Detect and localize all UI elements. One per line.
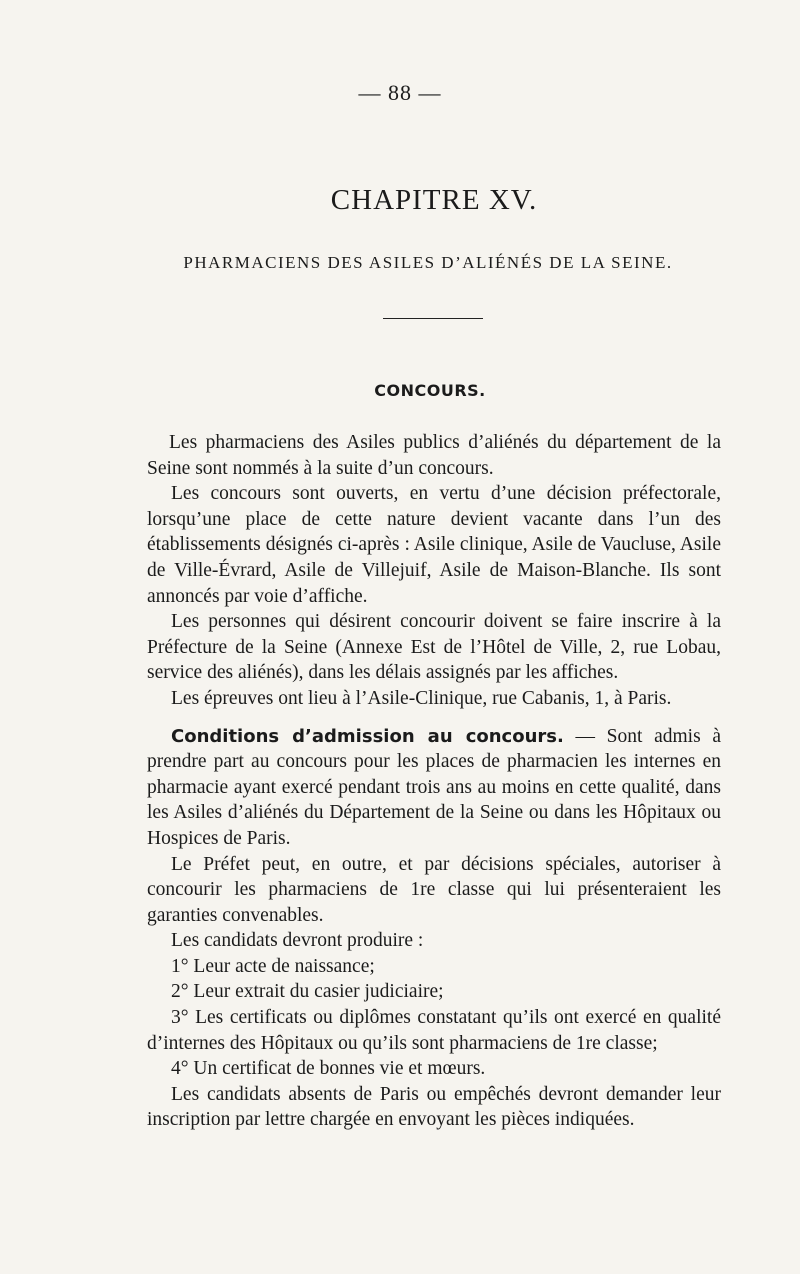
section-heading: CONCOURS. xyxy=(374,381,486,400)
paragraph-8: Les candidats absents de Paris ou empêchés devront demander leur inscription par lettre chargée en envoyant les pièces indiquées. xyxy=(147,1083,721,1131)
paragraph-2: Les concours sont ouverts, en vertu d’une décision préfectorale, lorsqu’une place de cette nature devient vacante dans l’un des établissements désignés ci-après : Asile clinique, Asile de Vaucluse, Asile de Ville-Évrard, Asile de Villejuif, Asile de Maison-Blanche. Ils sont annoncés par voie d’affiche. xyxy=(147,483,721,607)
conditions-text: — Sont admis à prendre part au concours pour les places de pharmacien les internes en pharmacie ayant exercé pendant trois ans au moins en cette qualité, dans les Asiles d’aliénés du Département de la Seine ou dans les Hôpitaux ou Hospices de Paris. xyxy=(147,725,722,849)
chapter-title: CHAPITRE XV. xyxy=(330,184,538,216)
paragraph-4: Les épreuves ont lieu à l’Asile-Clinique, rue Cabanis, 1, à Paris. xyxy=(171,687,672,709)
separator-rule xyxy=(383,318,483,319)
body-text xyxy=(147,430,721,1133)
conditions-heading: Conditions d’admission au concours. xyxy=(171,725,564,747)
paragraph-1: Les pharmaciens des Asiles publics d’aliénés du département de la Seine sont nommés à la suite d’un concours. xyxy=(147,432,721,479)
list-item-4: 4° Un certificat de bonnes vie et mœurs. xyxy=(171,1058,486,1080)
chapter-subtitle: PHARMACIENS DES ASILES D’ALIÉNÉS DE LA SEINE. xyxy=(183,253,673,272)
list-item-1: 1° Leur acte de naissance; xyxy=(171,955,375,977)
paragraph-3: Les personnes qui désirent concourir doivent se faire inscrire à la Préfecture de la Seine (Annexe Est de l’Hôtel de Ville, 2, rue Lobau, service des aliénés), dans les délais assignés par les affiches. xyxy=(147,611,721,684)
list-item-2: 2° Leur extrait du casier judiciaire; xyxy=(171,981,444,1003)
page-number: — 88 — xyxy=(358,80,442,105)
paragraph-conditions xyxy=(147,724,721,852)
paragraph-6: Le Préfet peut, en outre, et par décisions spéciales, autoriser à concourir les pharmaciens de 1re classe qui lui présenteraient les garanties convenables. xyxy=(147,853,721,926)
list-item-3: 3° Les certificats ou diplômes constatant qu’ils ont exercé en qualité d’internes des Hôpitaux ou qu’ils sont pharmaciens de 1re classe; xyxy=(147,1007,721,1054)
paragraph-7: Les candidats devront produire : xyxy=(171,930,424,952)
